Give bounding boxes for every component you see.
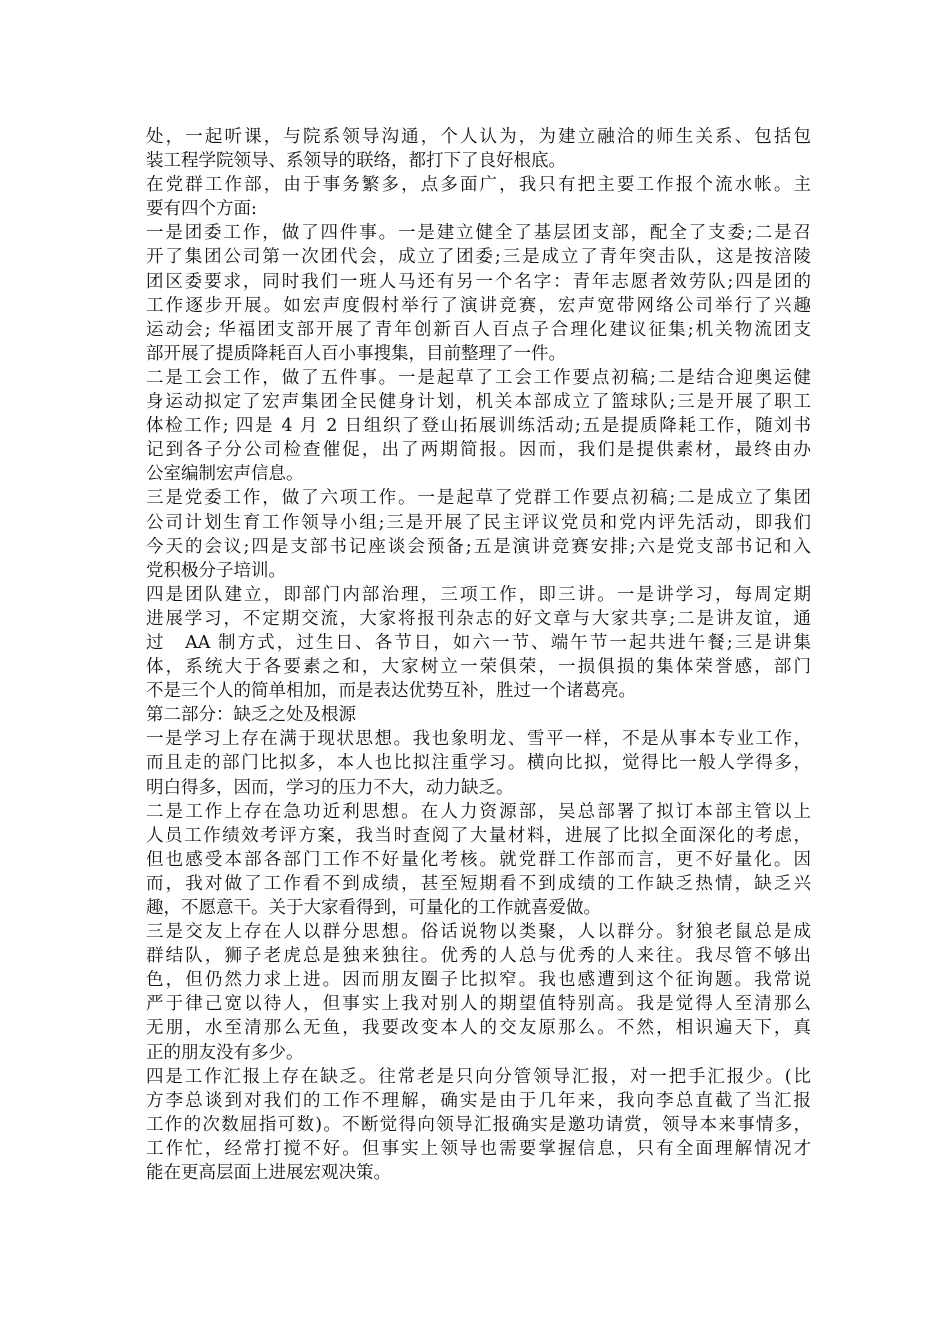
text-line: 在党群工作部，由于事务繁多，点多面广，我只有把主要工作报个流水帐。主 [146,175,811,196]
text-line: 今天的会议;四是支部书记座谈会预备;五是演讲竞赛安排;六是党支部书记和入 [146,536,811,557]
text-line: 人员工作绩效考评方案，我当时查阅了大量材料，进展了比拟全面深化的考虑， [146,825,811,846]
text-line: 而，我对做了工作看不到成绩，甚至短期看不到成绩的工作缺乏热情，缺乏兴 [146,873,811,894]
text-line: 正的朋友没有多少。 [146,1042,304,1063]
text-line: 色，但仍然力求上进。因而朋友圈子比拟窄。我也感遭到这个征询题。我常说 [146,970,811,991]
text-line: 部开展了提质降耗百人百小事搜集，目前整理了一件。 [146,343,566,364]
text-line: 三是交友上存在人以群分思想。俗话说物以类聚，人以群分。豺狼老鼠总是成 [146,922,811,943]
text-line: 不是三个人的简单相加，而是表达优势互补，胜过一个诸葛亮。 [146,681,636,702]
text-line: 要有四个方面: [146,199,257,220]
text-line: 方李总谈到对我们的工作不理解，确实是由于几年来，我向李总直截了当汇报 [146,1090,811,1111]
text-line: 公司计划生育工作领导小组;三是开展了民主评议党员和党内评先活动，即我们 [146,512,811,533]
text-line: 进展学习，不定期交流，大家将报刊杂志的好文章与大家共享;二是讲友谊，通 [146,608,811,629]
text-line: 严于律己宽以待人，但事实上我对别人的期望值特别高。我是觉得人至清那么 [146,994,811,1015]
text-line: 能在更高层面上进展宏观决策。 [146,1163,391,1184]
text-line: 处，一起听课，与院系领导沟通，个人认为，为建立融洽的师生关系、包括包 [146,127,811,147]
text-line: 无朋，水至清那么无鱼，我要改变本人的交友原那么。不然，相识遍天下，真 [146,1018,811,1039]
text-line: 过 AA 制方式，过生日、各节日，如六一节、端午节一起共进午餐;三是讲集 [146,632,811,653]
text-line: 工作的次数屈指可数)。不断觉得向领导汇报确实是邀功请赏，领导本来事情多， [146,1114,811,1135]
text-line: 一是学习上存在满于现状思想。我也象明龙、雪平一样，不是从事本专业工作， [146,729,811,750]
text-line: 体，系统大于各要素之和，大家树立一荣俱荣，一损俱损的集体荣誉感，部门 [146,657,811,678]
text-line: 四是团队建立，即部门内部治理，三项工作，即三讲。一是讲学习，每周定期 [146,584,811,605]
text-line: 装工程学院领导、系领导的联络，都打下了良好根底。 [146,151,566,172]
text-line: 工作忙，经常打搅不好。但事实上领导也需要掌握信息，只有全面理解情况才 [146,1138,811,1159]
text-line: 明白得多，因而，学习的压力不大，动力缺乏。 [146,777,514,798]
text-line: 二是工会工作，做了五件事。一是起草了工会工作要点初稿;二是结合迎奥运健 [146,367,811,388]
text-line: 公室编制宏声信息。 [146,464,304,485]
text-line: 二是工作上存在急功近利思想。在人力资源部，吴总部署了拟订本部主管以上 [146,801,811,822]
text-line: 党积极分子培训。 [146,560,286,581]
text-line: 三是党委工作，做了六项工作。一是起草了党群工作要点初稿;二是成立了集团 [146,488,811,509]
text-line: 趣，不愿意干。关于大家看得到，可量化的工作就喜爱做。 [146,898,601,918]
text-line: 第二部分：缺乏之处及根源 [146,705,356,726]
document-body [146,125,811,1185]
text-line: 但也感受本部各部门工作不好量化考核。就党群工作部而言，更不好量化。因 [146,849,811,870]
text-line: 团区委要求，同时我们一班人马还有另一个名字：青年志愿者效劳队;四是团的 [146,271,811,292]
text-line: 四是工作汇报上存在缺乏。往常老是只向分管领导汇报，对一把手汇报少。(比 [146,1066,811,1087]
text-line: 记到各子分公司检查催促，出了两期简报。因而，我们是提供素材，最终由办 [146,440,811,461]
text-line: 一是团委工作，做了四件事。一是建立健全了基层团支部，配全了支委;二是召 [146,223,811,244]
text-line: 体检工作; 四是 4 月 2 日组织了登山拓展训练活动;五是提质降耗工作，随刘书 [146,416,811,437]
text-line: 身运动拟定了宏声集团全民健身计划，机关本部成立了篮球队;三是开展了职工 [146,392,811,413]
text-line: 工作逐步开展。如宏声度假村举行了演讲竞赛，宏声宽带网络公司举行了兴趣 [146,295,811,316]
text-line: 群结队，狮子老虎总是独来独往。优秀的人总与优秀的人来往。我尽管不够出 [146,946,811,967]
text-line: 运动会; 华福团支部开展了青年创新百人百点子合理化建议征集;机关物流团支 [146,319,811,340]
text-line: 开了集团公司第一次团代会，成立了团委;三是成立了青年突击队，这是按涪陵 [146,247,811,268]
text-line: 而且走的部门比拟多，本人也比拟注重学习。横向比拟，觉得比一般人学得多， [146,753,811,774]
